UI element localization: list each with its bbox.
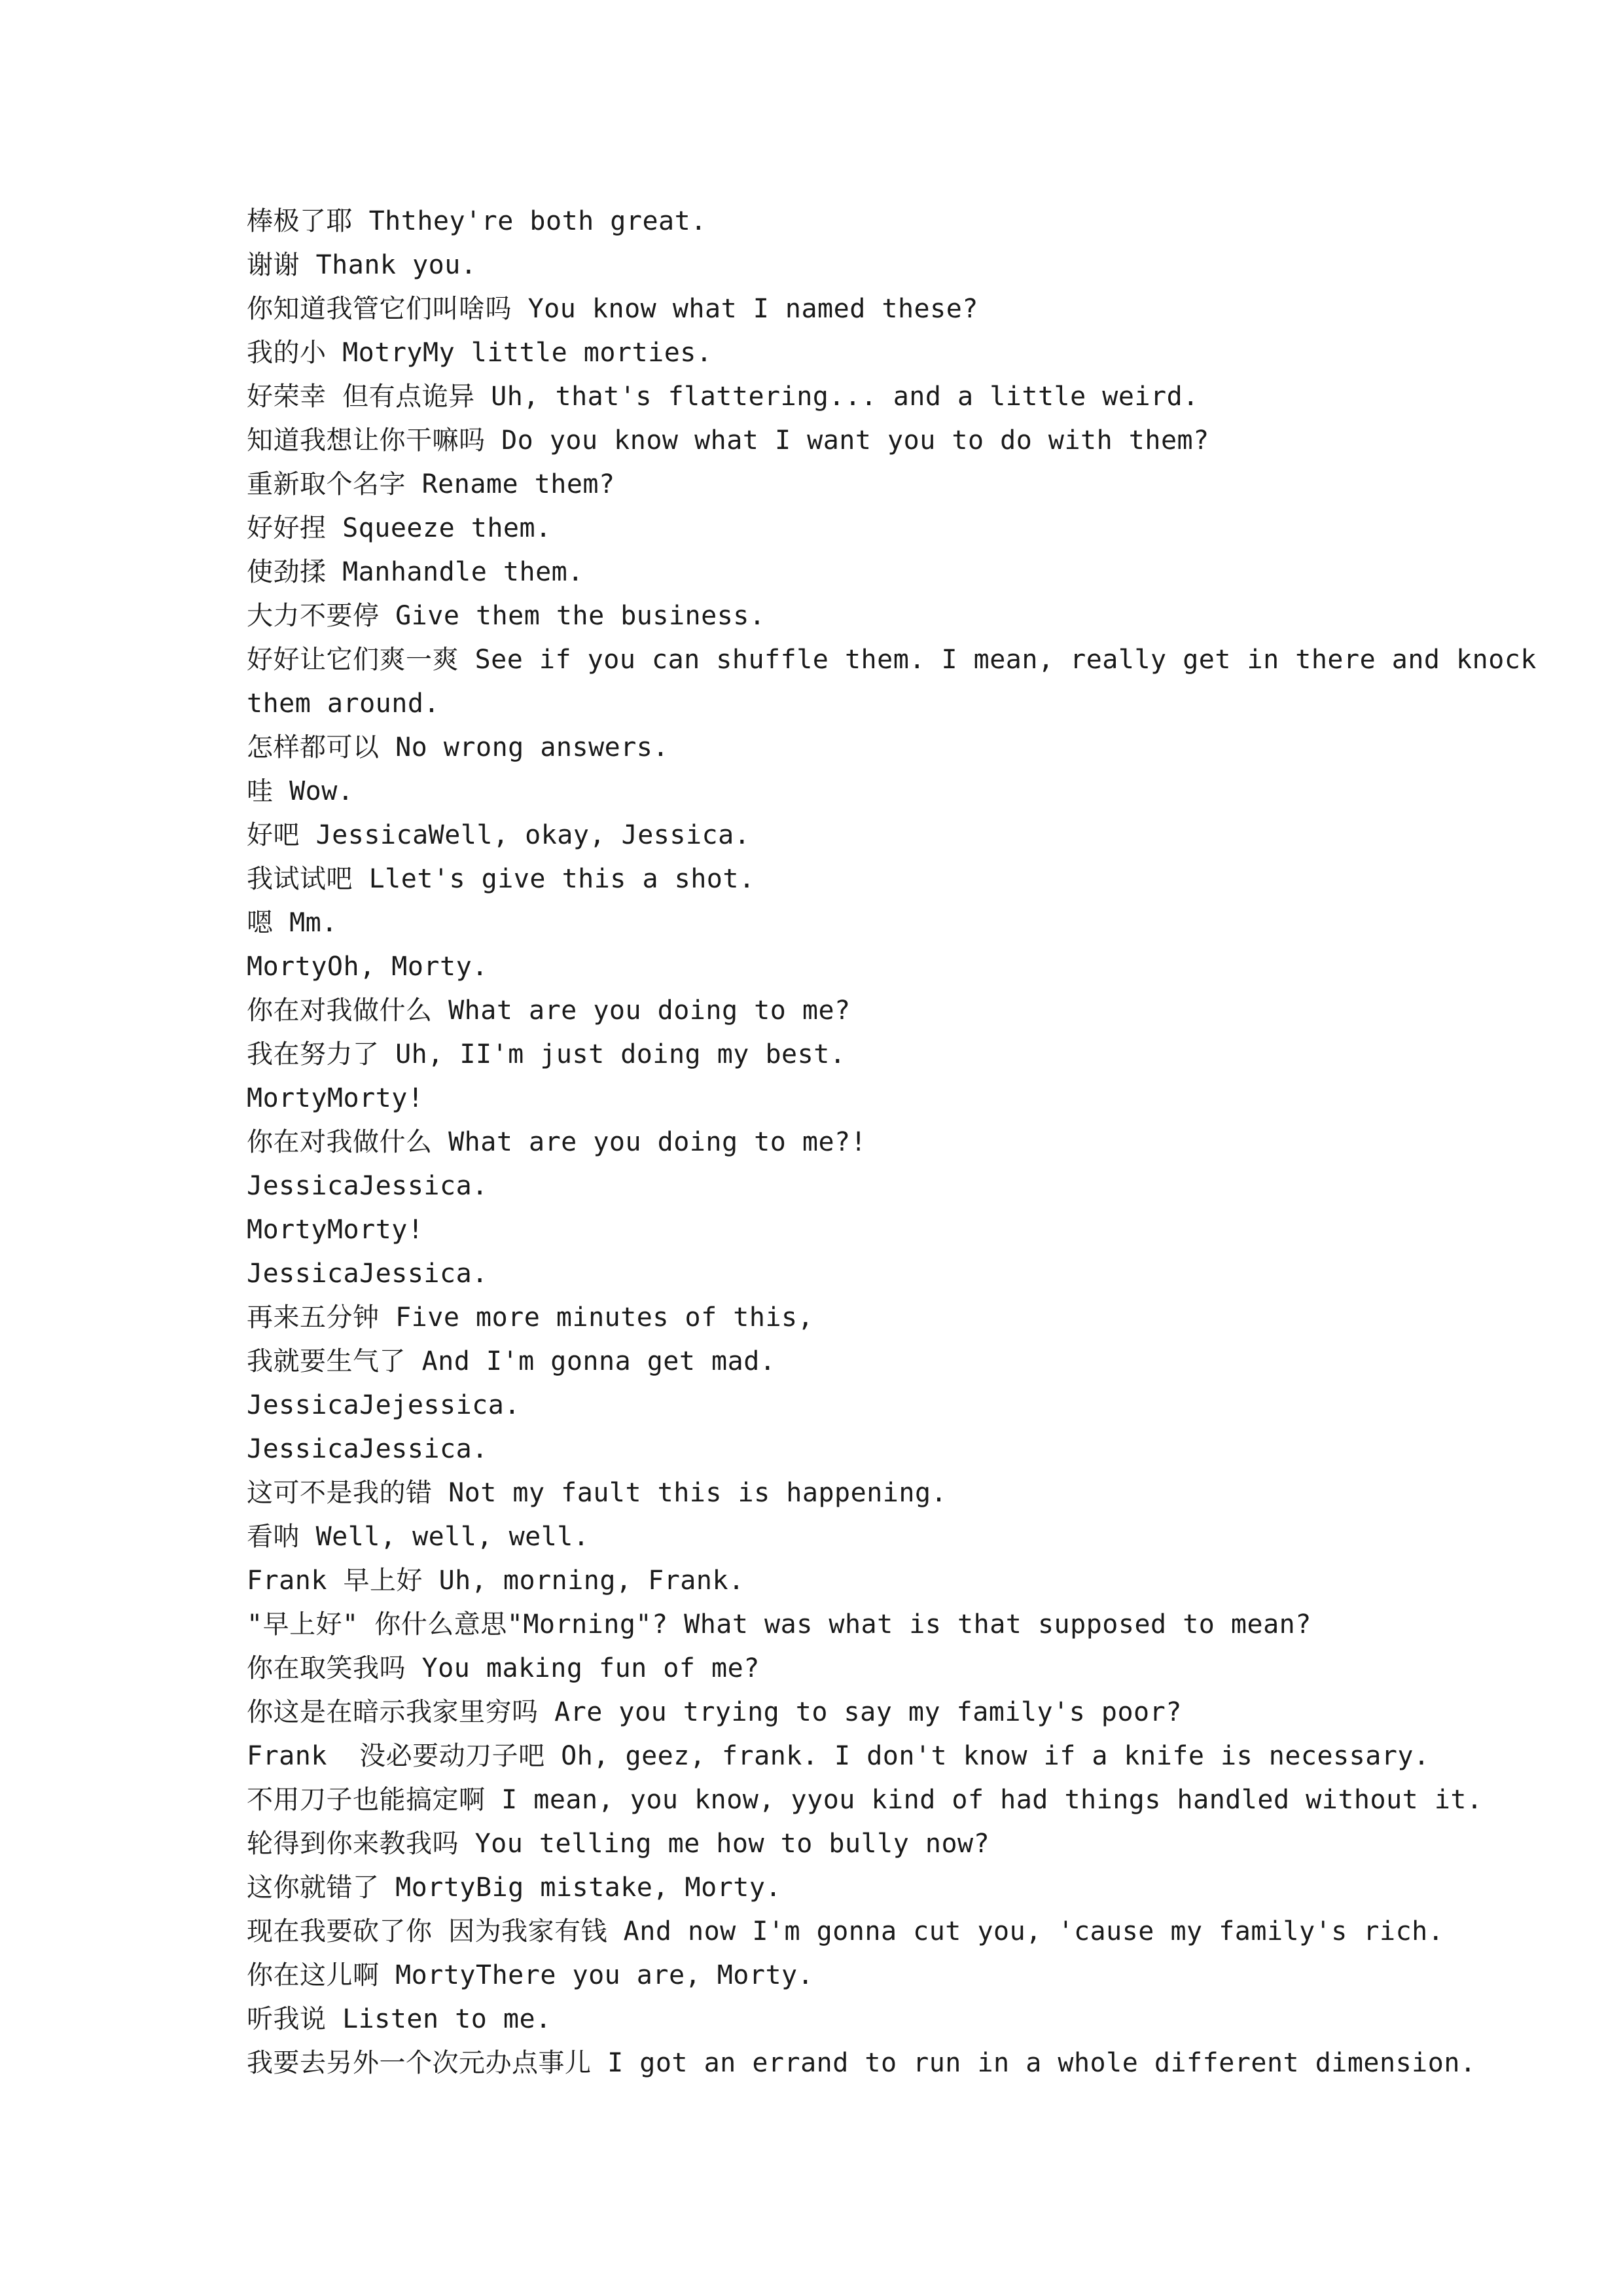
transcript-line: 棒极了耶 Ththey're both great. bbox=[247, 206, 707, 236]
transcript-line: 重新取个名字 Rename them? bbox=[247, 469, 615, 499]
transcript-line: 好荣幸 但有点诡异 Uh, that's flattering... and a little weird. bbox=[247, 382, 1199, 412]
transcript-line: Frank 没必要动刀子吧 Oh, geez, frank. I don't know if a knife is necessary. bbox=[247, 1741, 1430, 1771]
transcript-line: 好好捏 Squeeze them. bbox=[247, 513, 552, 543]
transcript-line: JessicaJejessica. bbox=[247, 1390, 520, 1420]
transcript-line: 现在我要砍了你 因为我家有钱 And now I'm gonna cut you, 'cause my family's rich. bbox=[247, 1916, 1444, 1946]
transcript-line: 使劲揉 Manhandle them. bbox=[247, 557, 584, 587]
transcript-line: 这可不是我的错 Not my fault this is happening. bbox=[247, 1478, 948, 1508]
transcript-line: JessicaJessica. bbox=[247, 1259, 488, 1289]
transcript-line: 不用刀子也能搞定啊 I mean, you know, yyou kind of had things handled without it. bbox=[247, 1785, 1483, 1815]
transcript-line: 你在取笑我吗 You making fun of me? bbox=[247, 1653, 760, 1683]
transcript-line: 你在对我做什么 What are you doing to me?! bbox=[247, 1127, 867, 1157]
transcript-line: 嗯 Mm. bbox=[247, 908, 338, 938]
transcript-line: MortyMorty! bbox=[247, 1083, 424, 1113]
transcript-line: 你知道我管它们叫啥吗 You know what I named these? bbox=[247, 294, 978, 324]
transcript-line: 我试试吧 Llet's give this a shot. bbox=[247, 864, 755, 894]
transcript-line: 你在这儿啊 MortyThere you are, Morty. bbox=[247, 1960, 814, 1990]
transcript-line: 哇 Wow. bbox=[247, 776, 354, 806]
transcript-line: 我就要生气了 And I'm gonna get mad. bbox=[247, 1346, 776, 1376]
transcript-line: them around. bbox=[247, 689, 440, 719]
transcript-line: "早上好" 你什么意思"Morning"? What was what is that supposed to mean? bbox=[247, 1609, 1311, 1640]
transcript-body bbox=[247, 200, 1537, 2085]
transcript-line: 听我说 Listen to me. bbox=[247, 2004, 552, 2034]
transcript-line: 轮得到你来教我吗 You telling me how to bully now? bbox=[247, 1829, 990, 1859]
transcript-line: 这你就错了 MortyBig mistake, Morty. bbox=[247, 1873, 782, 1903]
transcript-line: JessicaJessica. bbox=[247, 1171, 488, 1201]
transcript-line: 我的小 MotryMy little morties. bbox=[247, 338, 713, 368]
transcript-line: 看呐 Well, well, well. bbox=[247, 1522, 590, 1552]
transcript-line: MortyMorty! bbox=[247, 1215, 424, 1245]
transcript-line: 我要去另外一个次元办点事儿 I got an errand to run in a whole different dimension. bbox=[247, 2048, 1476, 2078]
transcript-line: MortyOh, Morty. bbox=[247, 952, 488, 982]
transcript-line: 怎样都可以 No wrong answers. bbox=[247, 732, 669, 762]
transcript-line: 大力不要停 Give them the business. bbox=[247, 601, 766, 631]
transcript-line: 你这是在暗示我家里穷吗 Are you trying to say my family's poor? bbox=[247, 1697, 1182, 1727]
transcript-line: 谢谢 Thank you. bbox=[247, 250, 477, 280]
transcript-line: Frank 早上好 Uh, morning, Frank. bbox=[247, 1566, 745, 1596]
transcript-line: 好好让它们爽一爽 See if you can shuffle them. I mean, really get in there and knock bbox=[247, 645, 1537, 675]
transcript-line: 再来五分钟 Five more minutes of this, bbox=[247, 1302, 814, 1333]
transcript-line: 你在对我做什么 What are you doing to me? bbox=[247, 996, 851, 1026]
transcript-line: 好吧 JessicaWell, okay, Jessica. bbox=[247, 820, 751, 850]
transcript-line: 我在努力了 Uh, II'm just doing my best. bbox=[247, 1039, 846, 1069]
transcript-line: 知道我想让你干嘛吗 Do you know what I want you to do with them? bbox=[247, 425, 1209, 456]
transcript-line: JessicaJessica. bbox=[247, 1434, 488, 1464]
